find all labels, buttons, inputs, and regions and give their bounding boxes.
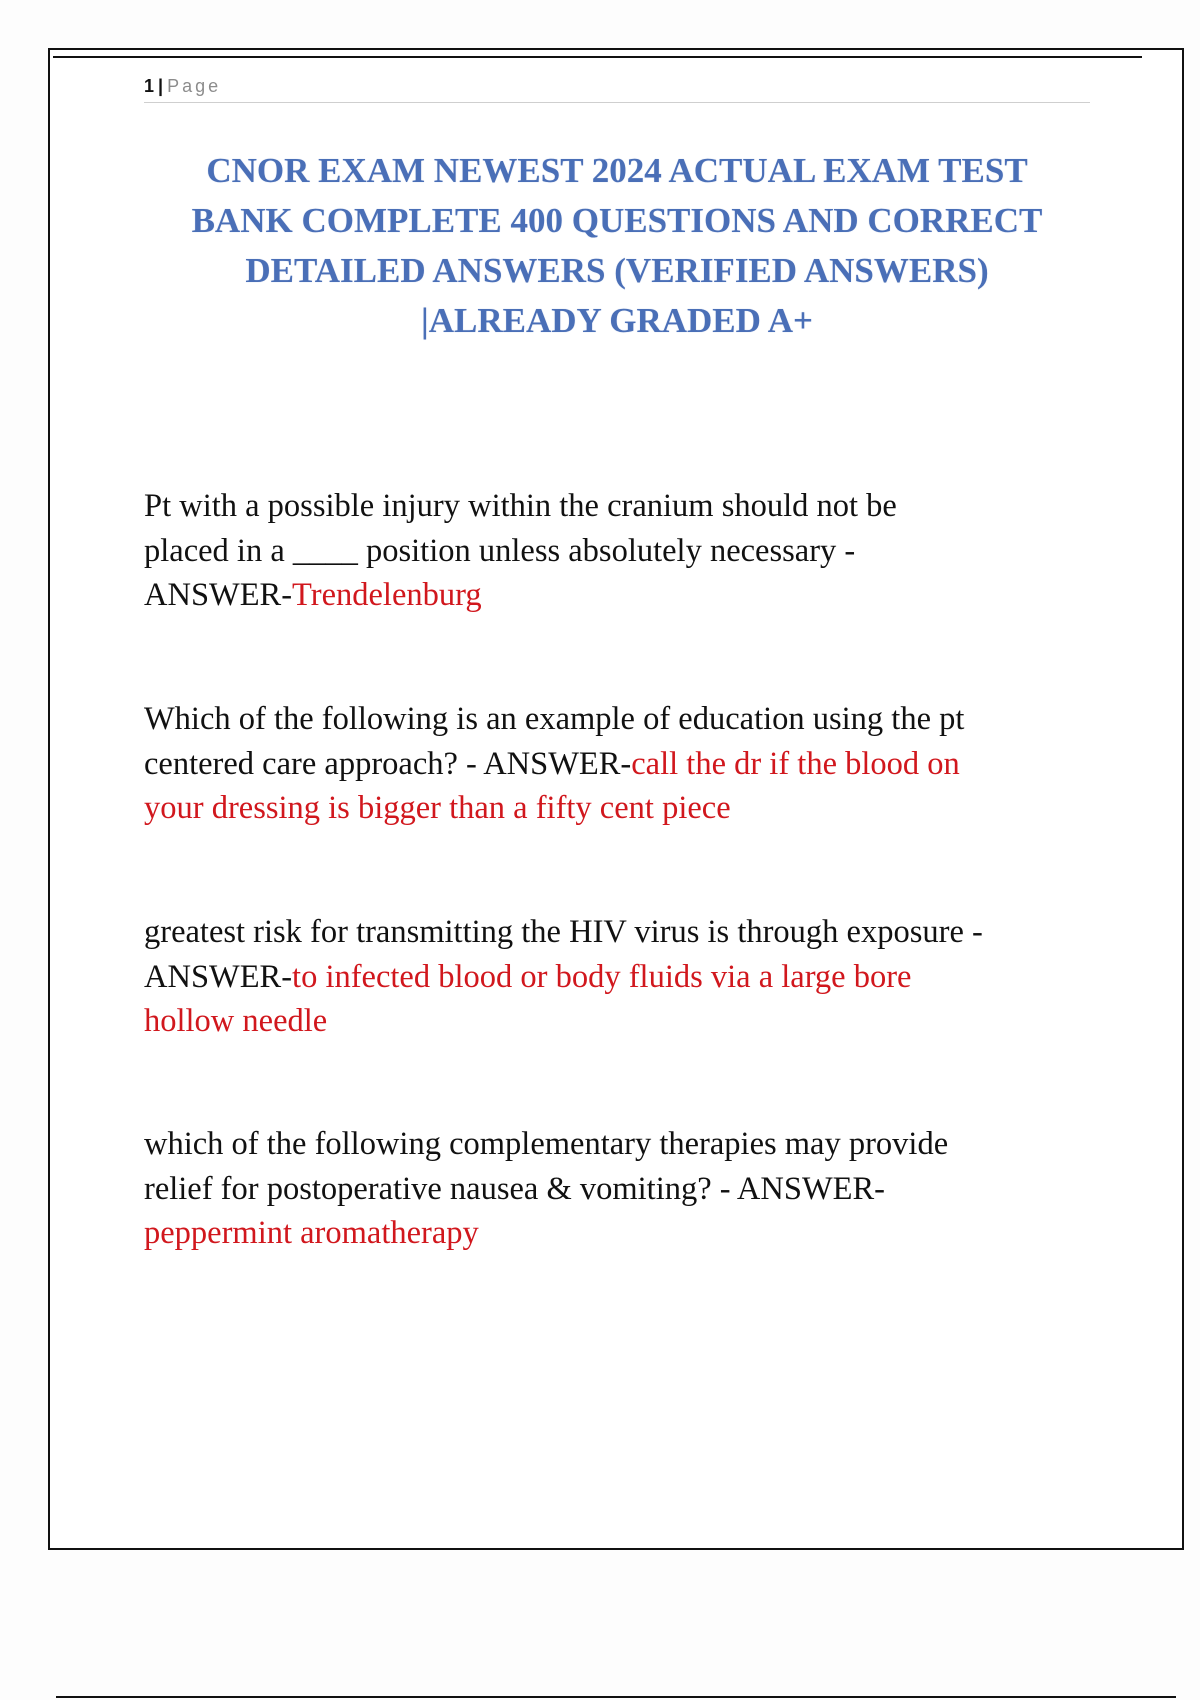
answer-line [144,573,1134,618]
title-line: CNOR EXAM NEWEST 2024 ACTUAL EXAM TEST [206,151,1028,190]
question-block-3 [144,910,1134,1044]
question-text: centered care approach? - ANSWER- [144,745,632,782]
answer-label: ANSWER- [144,958,293,995]
answer-text: Trendelenburg [292,577,482,613]
answer-text: peppermint aromatherapy [144,1215,479,1251]
document-title [144,146,1090,346]
page-word: Page [167,76,222,96]
title-line: DETAILED ANSWERS (VERIFIED ANSWERS) [245,251,989,290]
next-page-top-rule [56,1696,1176,1698]
question-text: greatest risk for transmitting the HIV virus is through exposure - [144,914,983,950]
answer-text: to infected blood or body fluids via a large bore [292,958,912,995]
question-text: relief for postoperative nausea & vomiting? - ANSWER- [144,1170,885,1207]
question-text: Pt with a possible injury within the cranium should not be [144,488,897,524]
answer-line [144,742,1134,787]
answer-text: hollow needle [144,1003,328,1039]
page-header [144,76,1090,103]
question-block-1 [144,484,1134,618]
question-block-4 [144,1122,1134,1256]
page-frame [48,48,1184,1550]
frame-top-rule [53,56,1142,58]
question-text: placed in a ____ position unless absolutely necessary - [144,532,856,569]
title-line: BANK COMPLETE 400 QUESTIONS AND CORRECT [191,201,1043,240]
question-text: Which of the following is an example of education using the pt [144,701,965,737]
question-text: which of the following complementary therapies may provide [144,1126,949,1162]
answer-label: ANSWER- [144,577,293,613]
answer-line [144,955,1134,1000]
page-separator: | [158,76,164,96]
answer-text: your dressing is bigger than a fifty cent piece [144,790,731,826]
title-line: |ALREADY GRADED A+ [421,301,813,340]
page-number: 1 [144,76,155,96]
question-block-2 [144,697,1134,831]
answer-text: call the dr if the blood on [631,745,960,782]
